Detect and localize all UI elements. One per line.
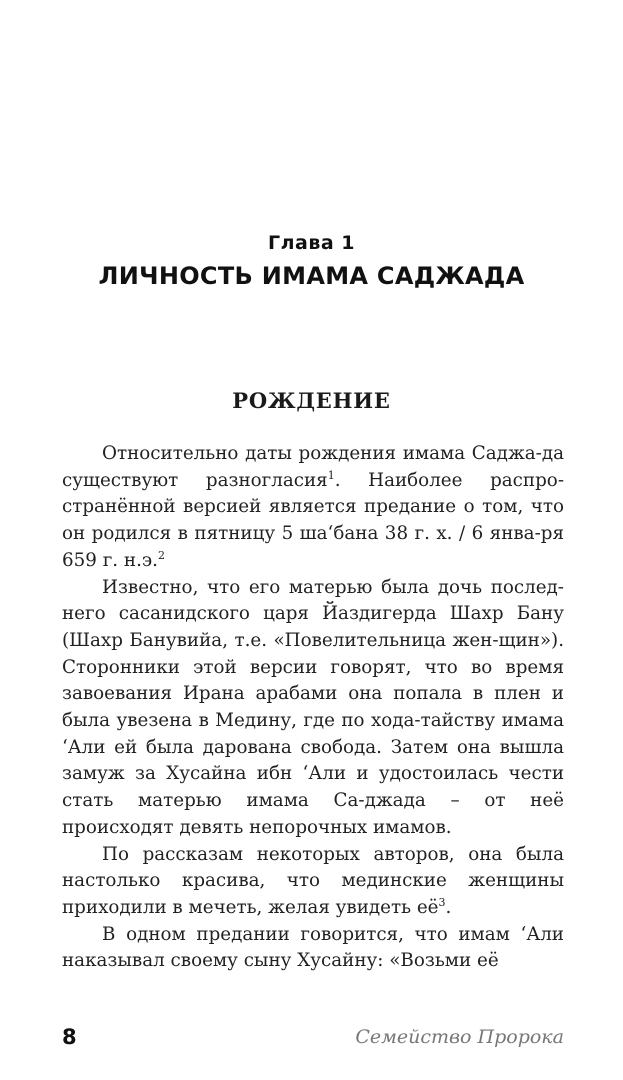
paragraph-3-text-a: По рассказам некоторых авторов, она была настолько красива, что мединские женщины приходили в мечеть, желая увидеть её bbox=[62, 843, 564, 918]
body-text bbox=[62, 441, 564, 975]
paragraph-1-text-b: . Наиболее распро-странённой версией является предание о том, что он родился в пятницу 5 ша‘бана 38 г. х. / 6 янва-ря 659 г. н.э. bbox=[62, 469, 564, 571]
footnote-ref-2: 2 bbox=[157, 548, 165, 562]
footnote-ref-3: 3 bbox=[438, 895, 446, 909]
footnote-ref-1: 1 bbox=[327, 468, 335, 482]
paragraph-4: В одном предании говорится, что имам ‘Али наказывал своему сыну Хусайну: «Возьми её bbox=[62, 923, 564, 972]
paragraph-1-text-a: Относительно даты рождения имама Саджа-да существуют разногласия bbox=[62, 443, 564, 491]
paragraph-3 bbox=[62, 842, 564, 922]
paragraph-1 bbox=[62, 441, 564, 575]
paragraph-3-text-b: . bbox=[445, 896, 452, 918]
running-title: Семейство Пророка bbox=[355, 1026, 564, 1048]
page-number: 8 bbox=[62, 1025, 77, 1049]
paragraph-2: Известно, что его матерью была дочь послед-него сасанидского царя Йаздигерда Шахр Бану (Шахр Банувийа, т.е. «Повелительница жен-щин»). Сторонники этой версии говорят, что во время завоевания Ирана арабами она попала в плен и была увезена в Медину, где по хода-тайству имама ‘Али ей была дарована свобода. Затем она вышла замуж за Хусайна ибн ‘Али и удостоилась чести стать матерью имама Са-джада – от неё происходят девять непорочных имамов. bbox=[62, 576, 564, 838]
section-title: РОЖДЕНИЕ bbox=[232, 388, 391, 413]
chapter-number: Глава 1 bbox=[267, 232, 356, 254]
chapter-title: ЛИЧНОСТЬ ИМАМА САДЖАДА bbox=[98, 262, 525, 290]
